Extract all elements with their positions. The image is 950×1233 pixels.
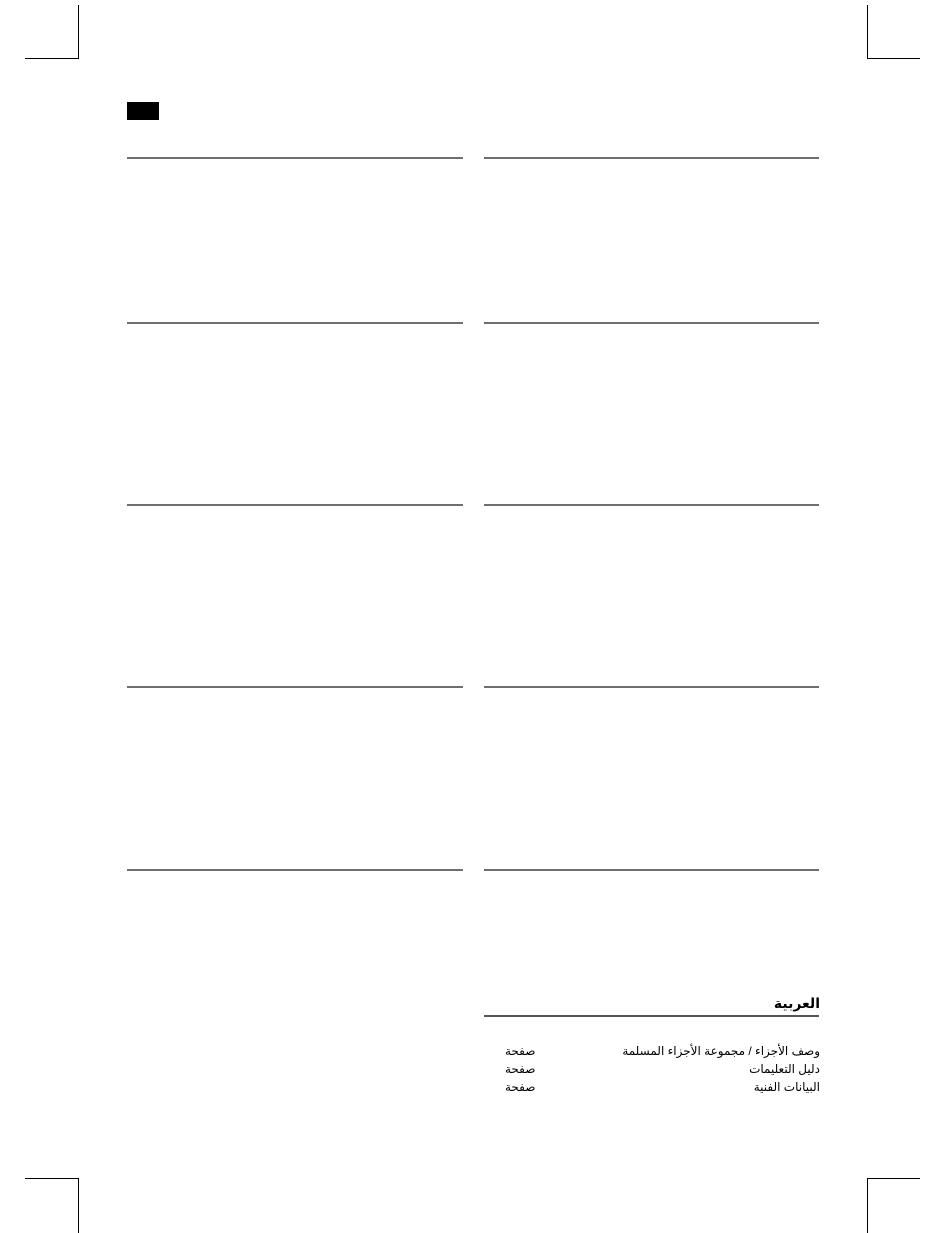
section-rule-right-3 [484,504,819,506]
section-rule-left-4 [127,686,463,688]
toc-row[interactable] [484,1078,820,1096]
toc-page: صفحة [505,1044,536,1058]
toc-label: وصف الأجزاء / مجموعة الأجزاء المسلمة [622,1044,820,1058]
language-section-rule [484,1015,819,1017]
table-of-contents [484,1042,820,1096]
section-rule-right-5 [484,869,819,871]
section-rule-left-3 [127,504,463,506]
crop-mark-bottom-right-vertical [867,1178,868,1233]
crop-mark-bottom-left-horizontal [25,1178,78,1179]
section-rule-right-4 [484,686,819,688]
language-section-title: العربية [773,995,820,1011]
section-rule-left-2 [127,322,463,324]
crop-mark-top-left-horizontal [25,58,78,59]
toc-label: البيانات الفنية [753,1080,820,1094]
toc-label: دليل التعليمات [749,1062,820,1076]
section-rule-left-5 [127,869,463,871]
section-rule-right-1 [484,157,819,159]
toc-page: صفحة [505,1062,536,1076]
crop-mark-bottom-left-vertical [78,1178,79,1233]
toc-row[interactable] [484,1060,820,1078]
toc-row[interactable] [484,1042,820,1060]
crop-mark-top-left-vertical [78,5,79,59]
crop-mark-top-right-vertical [867,5,868,59]
toc-page: صفحة [505,1080,536,1094]
section-rule-right-2 [484,322,819,324]
section-rule-left-1 [127,157,463,159]
crop-mark-top-right-horizontal [867,58,920,59]
language-tab-marker [127,102,159,120]
crop-mark-bottom-right-horizontal [867,1178,920,1179]
